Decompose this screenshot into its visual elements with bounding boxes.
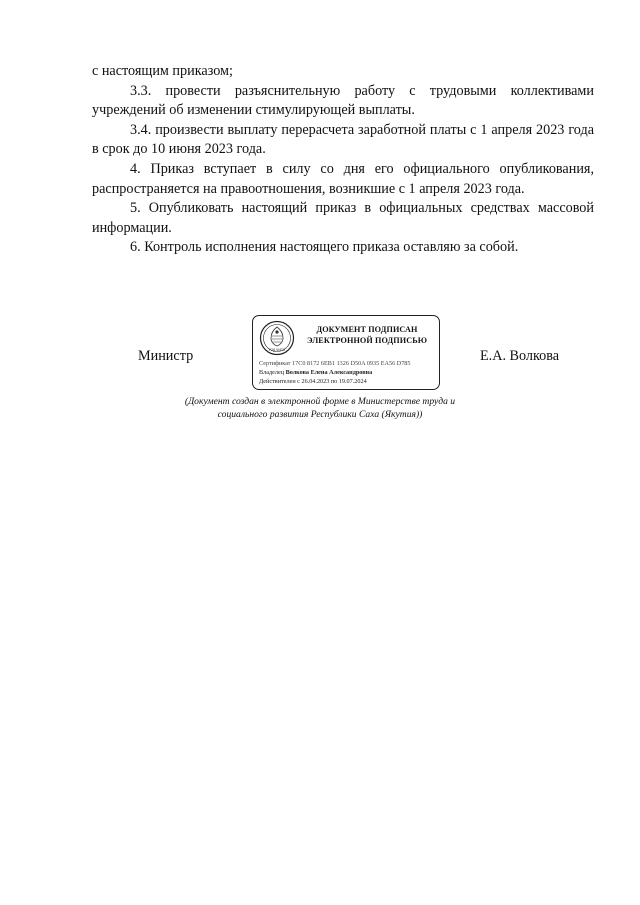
certificate-value: 17C0 8172 6EB1 1326 D50A 0935 EA56 D785 bbox=[292, 360, 411, 367]
stamp-validity: Действителен с 26.04.2023 по 19.07.2024 bbox=[259, 378, 367, 385]
paragraph-continuation: с настоящим приказом; bbox=[92, 63, 233, 79]
owner-label: Владелец bbox=[259, 369, 285, 376]
paragraph-3-3: 3.3. провести разъяснительную работу с трудовыми коллективами учреждений об изменении стимулирующей выплаты. bbox=[92, 82, 594, 119]
owner-value: Волкова Елена Александровна bbox=[285, 369, 373, 376]
stamp-title-line1: ДОКУМЕНТ ПОДПИСАН bbox=[316, 325, 418, 334]
stamp-title bbox=[299, 325, 435, 346]
paragraph-4: 4. Приказ вступает в силу со дня его официального опубликования, распространяется на правоотношения, возникшие с 1 апреля 2023 года. bbox=[92, 160, 594, 197]
signer-position: Министр bbox=[138, 348, 194, 364]
electronic-signature-stamp bbox=[252, 315, 440, 390]
certificate-label: Сертификат bbox=[259, 360, 291, 367]
signature-block bbox=[0, 315, 640, 395]
stamp-owner bbox=[259, 369, 372, 376]
paragraph-5: 5. Опубликовать настоящий приказ в официальных средствах массовой информации. bbox=[92, 200, 594, 236]
stamp-certificate bbox=[259, 360, 410, 367]
footnote-line1: (Документ создан в электронной форме в Министерстве труда и bbox=[184, 396, 456, 407]
signer-name: Е.А. Волкова bbox=[480, 348, 560, 364]
footnote-line2: социального развития Республики Саха (Якутия)) bbox=[217, 408, 423, 420]
paragraph-6: 6. Контроль исполнения настоящего приказа оставляю за собой. bbox=[130, 239, 519, 256]
coat-of-arms-emblem-icon bbox=[259, 320, 295, 356]
document-body bbox=[92, 62, 594, 258]
stamp-title-line2: ЭЛЕКТРОННОЙ ПОДПИСЬЮ bbox=[306, 335, 428, 345]
document-footnote bbox=[150, 396, 490, 421]
emblem-text: ГОД ЧИСЛ bbox=[268, 348, 286, 352]
paragraph-3-4: 3.4. произвести выплату перерасчета заработной платы с 1 апреля 2023 года в срок до 10 июня 2023 года. bbox=[92, 121, 594, 158]
